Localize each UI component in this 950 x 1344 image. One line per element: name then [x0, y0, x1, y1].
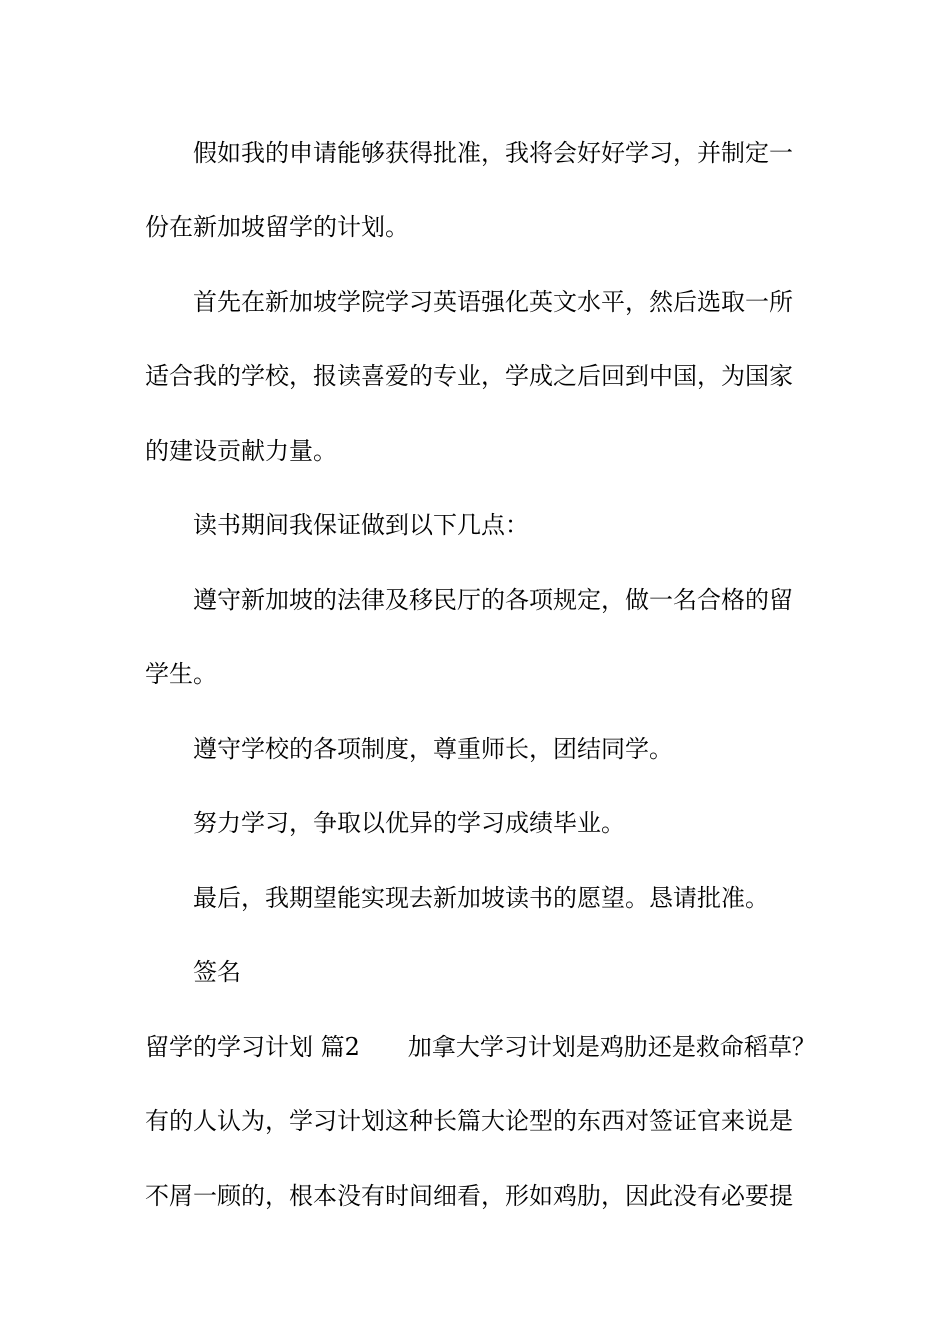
- paragraph-line: 最后，我期望能实现去新加坡读书的愿望。恳请批准。: [193, 884, 769, 912]
- section-heading: 留学的学习计划 篇2: [145, 1033, 360, 1061]
- section-heading-line: [145, 1032, 816, 1062]
- paragraph-line: 读书期间我保证做到以下几点：: [193, 511, 529, 539]
- paragraph-line: 的建设贡献力量。: [145, 437, 337, 465]
- section-title: 加拿大学习计划是鸡肋还是救命稻草？: [407, 1033, 816, 1061]
- paragraph-line: 遵守新加坡的法律及移民厅的各项规定，做一名合格的留: [193, 586, 793, 614]
- paragraph-line: 适合我的学校，报读喜爱的专业，学成之后回到中国，为国家: [145, 362, 793, 390]
- paragraph-line: 份在新加坡留学的计划。: [145, 213, 409, 241]
- paragraph-line: 努力学习，争取以优异的学习成绩毕业。: [193, 809, 625, 837]
- paragraph-line: 有的人认为，学习计划这种长篇大论型的东西对签证官来说是: [145, 1107, 793, 1135]
- paragraph-line: 首先在新加坡学院学习英语强化英文水平，然后选取一所: [193, 288, 793, 316]
- paragraph-line: 假如我的申请能够获得批准，我将会好好学习，并制定一: [193, 139, 793, 167]
- paragraph-line: 学生。: [145, 660, 217, 688]
- paragraph-line: 遵守学校的各项制度，尊重师长，团结同学。: [193, 735, 673, 763]
- signature-label: 签名: [193, 958, 241, 986]
- paragraph-line: 不屑一顾的，根本没有时间细看，形如鸡肋，因此没有必要提: [145, 1182, 793, 1210]
